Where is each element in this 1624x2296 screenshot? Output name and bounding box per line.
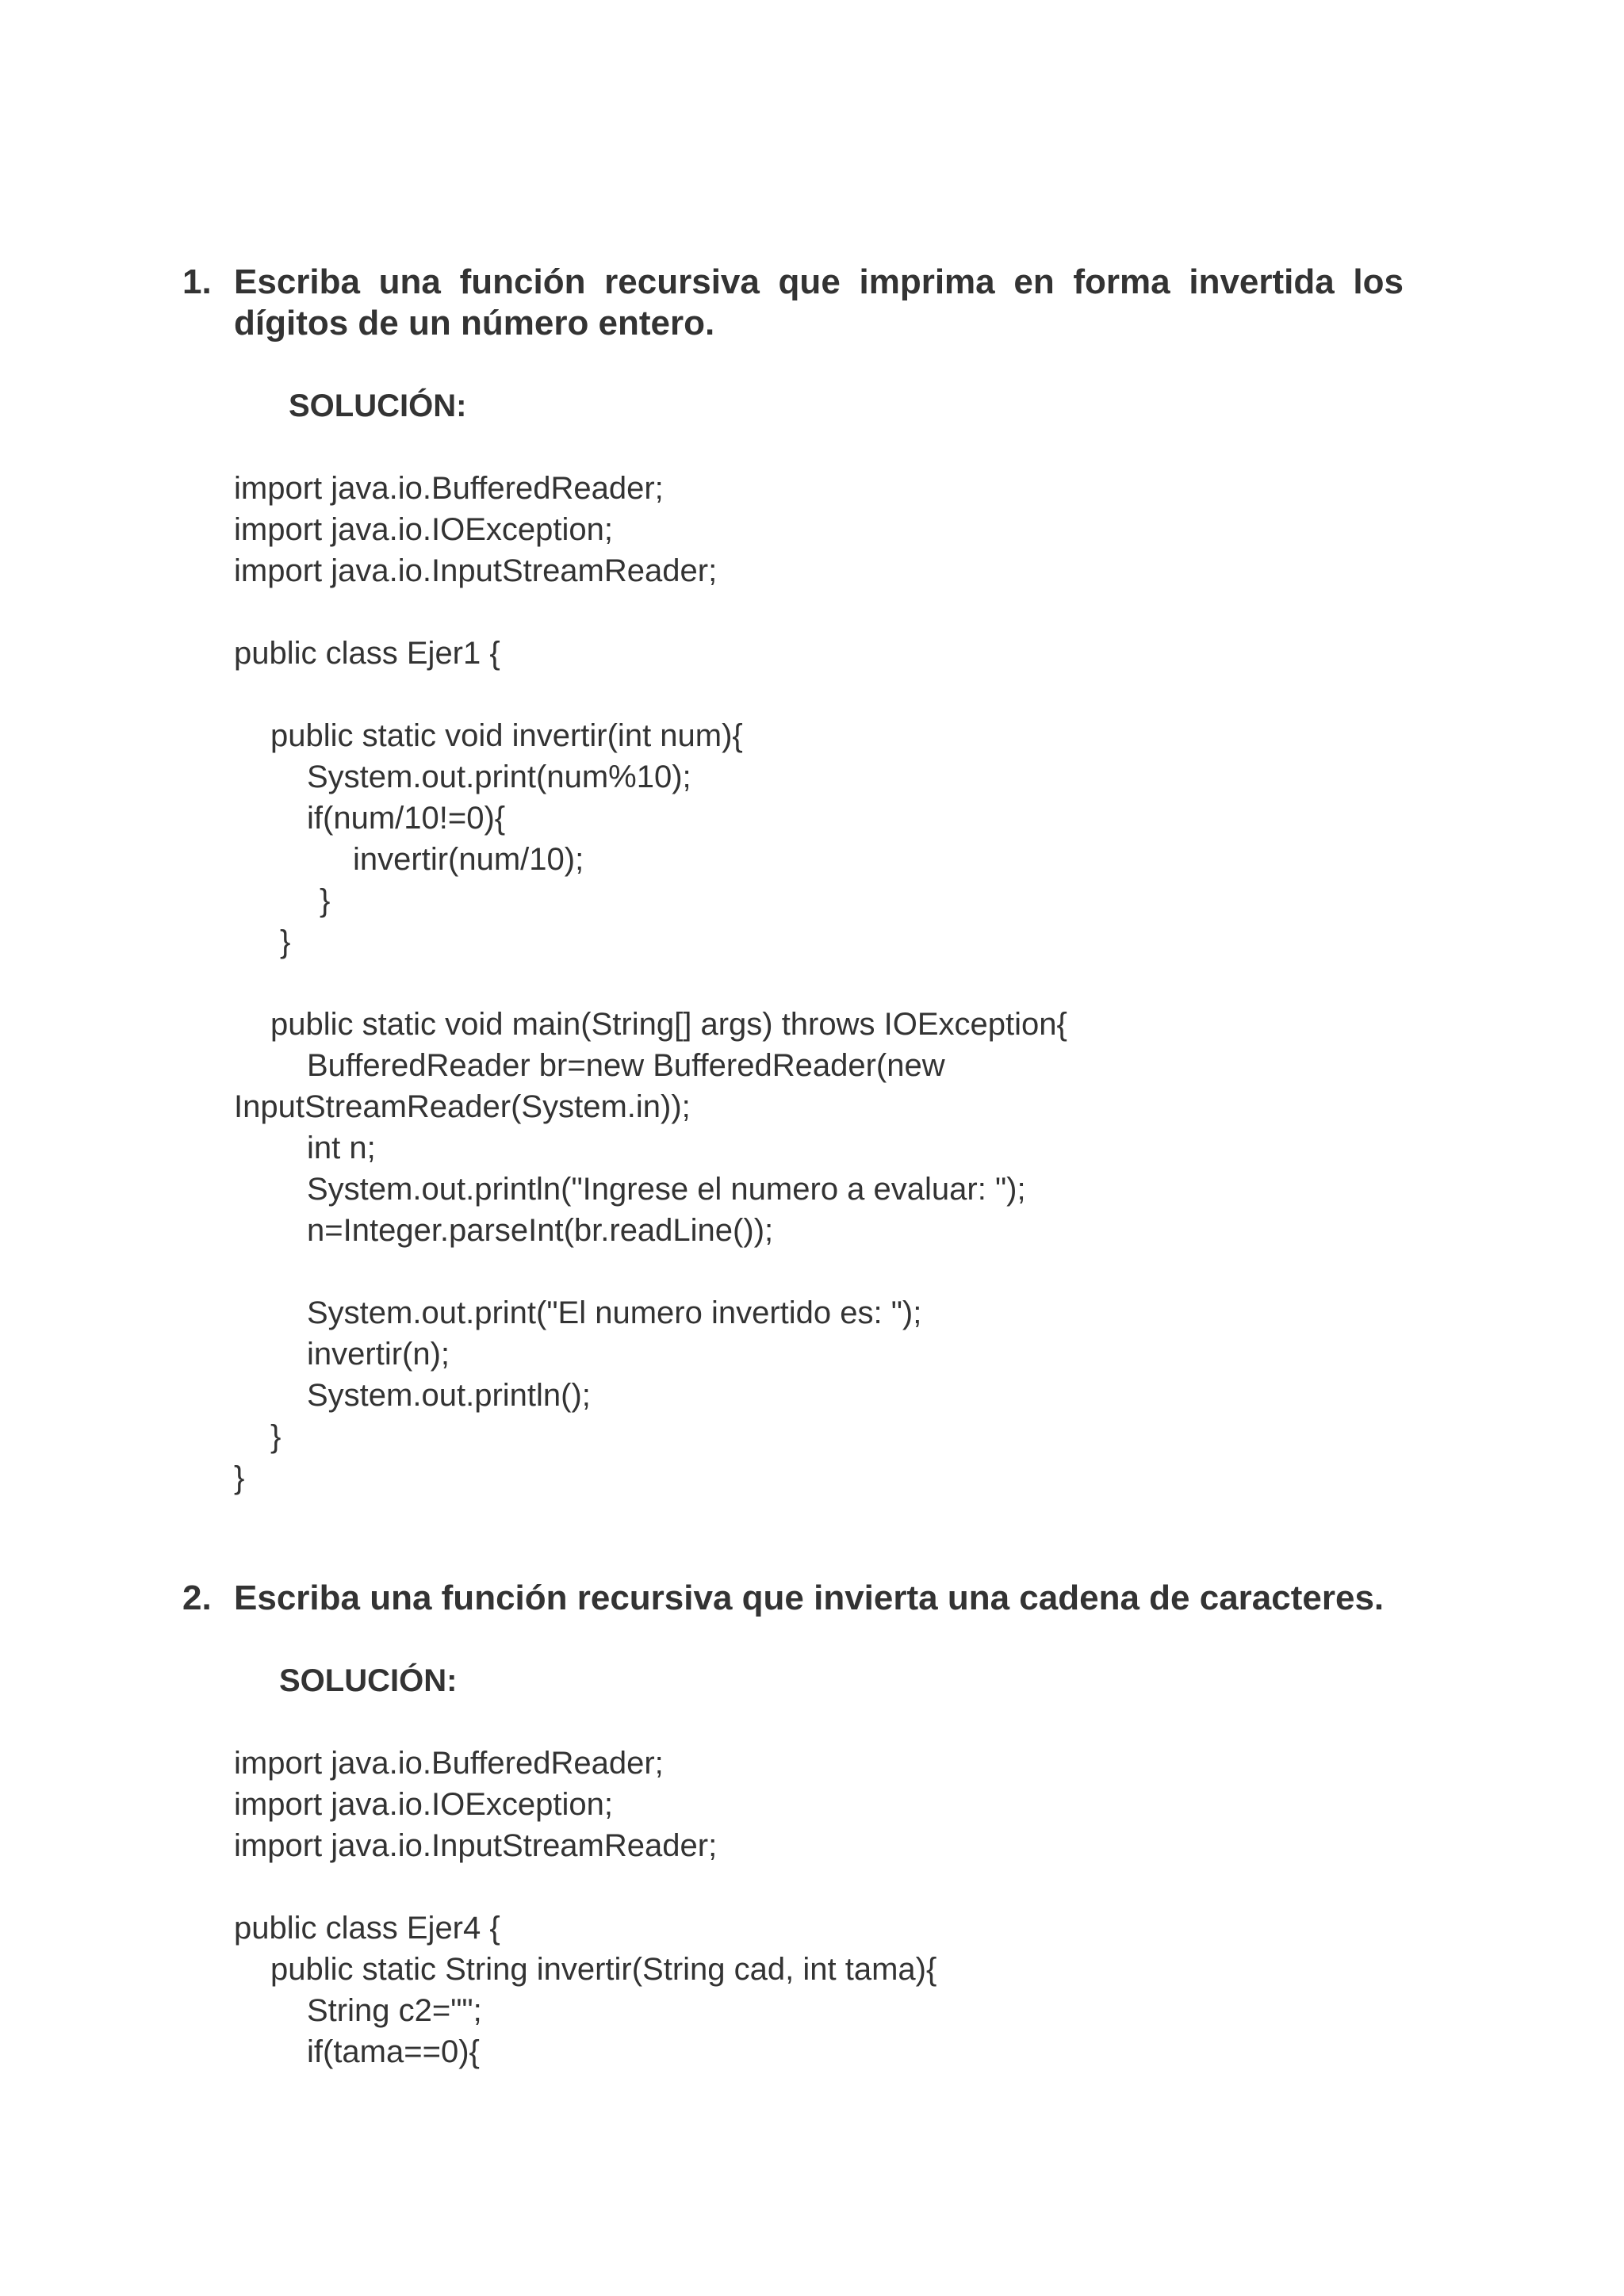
code-block xyxy=(234,468,1624,1498)
code-line: import java.io.InputStreamReader; xyxy=(234,1828,718,1863)
code-line xyxy=(234,1251,1624,1292)
code-line: BufferedReader br=new BufferedReader(new xyxy=(307,1048,945,1083)
code-line: if(tama==0){ xyxy=(307,2034,480,2069)
exercise-2 xyxy=(0,1578,1624,2072)
code-line: import java.io.BufferedReader; xyxy=(234,1746,664,1781)
exercise-number: 2. xyxy=(182,1578,212,1617)
code-line: import java.io.InputStreamReader; xyxy=(234,553,718,588)
code-line: import java.io.IOException; xyxy=(234,1787,613,1822)
code-line: System.out.print("El numero invertido es: "); xyxy=(307,1295,922,1330)
code-line xyxy=(234,591,1624,633)
code-line: InputStreamReader(System.in)); xyxy=(234,1089,691,1124)
exercise-heading xyxy=(182,1578,1404,1619)
code-line: String c2=""; xyxy=(307,1993,482,2028)
code-line xyxy=(234,1866,1624,1908)
exercise-heading xyxy=(182,262,1404,344)
solution-label: SOLUCIÓN: xyxy=(289,388,467,423)
code-line: invertir(num/10); xyxy=(353,842,584,877)
code-block xyxy=(234,1743,1624,2072)
code-line: } xyxy=(320,883,331,918)
code-line: import java.io.BufferedReader; xyxy=(234,471,664,506)
exercise-1 xyxy=(0,262,1624,1498)
code-line: public static String invertir(String cad, int tama){ xyxy=(270,1952,937,1987)
solution-label: SOLUCIÓN: xyxy=(279,1663,458,1698)
code-line: System.out.println(); xyxy=(307,1378,591,1413)
code-line: import java.io.IOException; xyxy=(234,512,613,547)
code-line: if(num/10!=0){ xyxy=(307,801,506,836)
code-line: } xyxy=(280,924,291,959)
code-line: } xyxy=(270,1419,282,1454)
code-line: System.out.println("Ingrese el numero a evaluar: "); xyxy=(307,1172,1026,1207)
code-line: public static void invertir(int num){ xyxy=(270,718,743,753)
exercise-statement: Escriba una función recursiva que invierta una cadena de caracteres. xyxy=(234,1578,1385,1617)
code-line: System.out.print(num%10); xyxy=(307,760,691,794)
code-line: n=Integer.parseInt(br.readLine()); xyxy=(307,1213,774,1248)
code-line: public class Ejer1 { xyxy=(234,636,500,671)
code-line xyxy=(234,962,1624,1004)
code-line: public static void main(String[] args) throws IOException{ xyxy=(270,1007,1067,1042)
code-line: public class Ejer4 { xyxy=(234,1911,500,1946)
code-line xyxy=(234,674,1624,715)
code-line: int n; xyxy=(307,1131,376,1165)
exercise-number: 1. xyxy=(182,262,212,301)
code-line: invertir(n); xyxy=(307,1337,450,1372)
exercise-statement: Escriba una función recursiva que imprima en forma invertida los dígitos de un número entero. xyxy=(234,262,1404,342)
code-line: } xyxy=(234,1460,245,1495)
